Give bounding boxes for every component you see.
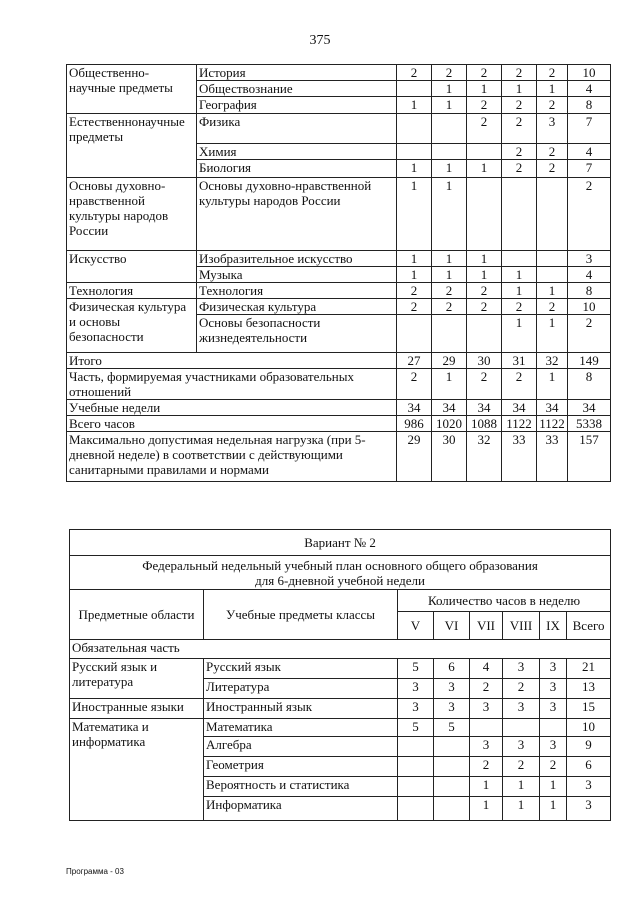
table-row bbox=[67, 251, 611, 267]
hours-cell: 9 bbox=[567, 737, 611, 757]
hours-cell: 2 bbox=[432, 65, 467, 81]
hours-cell: 1 bbox=[397, 160, 432, 178]
hours-cell bbox=[432, 114, 467, 144]
hours-cell: 2 bbox=[467, 97, 502, 114]
mandatory-part-label: Обязательная часть bbox=[70, 640, 611, 659]
hours-cell: 2 bbox=[537, 160, 568, 178]
summary-cell: 34 bbox=[537, 400, 568, 416]
hours-cell bbox=[467, 144, 502, 160]
hours-cell: 3 bbox=[540, 659, 567, 679]
grade-header: VII bbox=[470, 612, 503, 640]
hours-cell: 3 bbox=[540, 737, 567, 757]
summary-cell: 30 bbox=[467, 353, 502, 369]
subject-name: Математика bbox=[204, 719, 398, 737]
hours-cell: 2 bbox=[537, 299, 568, 315]
subject-name: Литература bbox=[204, 679, 398, 699]
hours-cell bbox=[467, 315, 502, 353]
hours-cell: 8 bbox=[568, 283, 611, 299]
hours-cell: 2 bbox=[432, 283, 467, 299]
grade-header: VI bbox=[434, 612, 470, 640]
hours-cell: 3 bbox=[567, 797, 611, 821]
subject-area: Основы духовно-нравственной культуры народов России bbox=[67, 178, 197, 251]
hours-cell bbox=[537, 178, 568, 251]
hours-cell: 6 bbox=[567, 757, 611, 777]
subject-name: Изобразительное искусство bbox=[197, 251, 397, 267]
hours-cell: 2 bbox=[397, 65, 432, 81]
subject-name: История bbox=[197, 65, 397, 81]
summary-row bbox=[67, 416, 611, 432]
hours-cell: 3 bbox=[540, 699, 567, 719]
summary-cell: 33 bbox=[502, 432, 537, 482]
grade-header: V bbox=[398, 612, 434, 640]
hours-cell: 10 bbox=[567, 719, 611, 737]
plan-title-line1: Федеральный недельный учебный план основного общего образования bbox=[142, 557, 538, 573]
hours-cell: 3 bbox=[434, 679, 470, 699]
hours-cell bbox=[537, 267, 568, 283]
summary-label: Максимально допустимая недельная нагрузка (при 5-дневной неделе) в соответствии с действующими санитарными правилами и нормами bbox=[67, 432, 397, 482]
subject-name: Геометрия bbox=[204, 757, 398, 777]
hours-cell bbox=[537, 251, 568, 267]
grade-header: VIII bbox=[503, 612, 540, 640]
summary-cell: 2 bbox=[397, 369, 432, 400]
hours-cell: 3 bbox=[503, 699, 540, 719]
subject-name: Иностранный язык bbox=[204, 699, 398, 719]
hours-cell bbox=[397, 144, 432, 160]
summary-cell: 33 bbox=[537, 432, 568, 482]
hours-cell: 1 bbox=[502, 81, 537, 97]
summary-label: Учебные недели bbox=[67, 400, 397, 416]
hours-cell: 1 bbox=[502, 267, 537, 283]
summary-cell: 1020 bbox=[432, 416, 467, 432]
footer-label: Программа - 03 bbox=[66, 867, 124, 876]
table-row bbox=[67, 299, 611, 315]
hours-cell: 2 bbox=[502, 299, 537, 315]
hours-cell bbox=[467, 178, 502, 251]
summary-cell: 29 bbox=[432, 353, 467, 369]
hours-cell: 5 bbox=[398, 719, 434, 737]
hours-cell bbox=[432, 315, 467, 353]
subject-name: География bbox=[197, 97, 397, 114]
subject-name: Физическая культура bbox=[197, 299, 397, 315]
subject-area: Иностранные языки bbox=[70, 699, 204, 719]
hours-cell: 1 bbox=[432, 81, 467, 97]
hours-cell: 1 bbox=[397, 267, 432, 283]
summary-cell: 34 bbox=[568, 400, 611, 416]
hours-cell bbox=[434, 777, 470, 797]
hours-cell: 2 bbox=[537, 65, 568, 81]
hours-cell: 1 bbox=[537, 283, 568, 299]
subject-area: Технология bbox=[67, 283, 197, 299]
hours-cell: 1 bbox=[470, 797, 503, 821]
hours-cell: 1 bbox=[432, 97, 467, 114]
table-row bbox=[67, 114, 611, 144]
summary-cell: 32 bbox=[467, 432, 502, 482]
hours-cell: 1 bbox=[467, 81, 502, 97]
grade-header: IX bbox=[540, 612, 567, 640]
hours-cell: 2 bbox=[502, 160, 537, 178]
hours-cell: 3 bbox=[568, 251, 611, 267]
hours-cell: 2 bbox=[502, 114, 537, 144]
summary-cell: 34 bbox=[467, 400, 502, 416]
hours-cell: 10 bbox=[568, 299, 611, 315]
hours-cell: 3 bbox=[567, 777, 611, 797]
hours-cell: 3 bbox=[470, 699, 503, 719]
hours-cell: 2 bbox=[397, 299, 432, 315]
hours-cell: 3 bbox=[398, 679, 434, 699]
plan-title-line2: для 6-дневной учебной недели bbox=[255, 572, 425, 588]
summary-row bbox=[67, 432, 611, 482]
subject-area: Русский язык и литература bbox=[70, 659, 204, 699]
subject-name: Основы духовно-нравственной культуры народов России bbox=[197, 178, 397, 251]
hours-cell: 1 bbox=[432, 251, 467, 267]
summary-cell: 31 bbox=[502, 353, 537, 369]
hours-cell bbox=[398, 797, 434, 821]
subject-name: Вероятность и статистика bbox=[204, 777, 398, 797]
hours-cell bbox=[397, 81, 432, 97]
grade-header: Всего bbox=[567, 612, 611, 640]
hours-cell bbox=[397, 114, 432, 144]
hours-cell: 2 bbox=[470, 757, 503, 777]
hours-cell: 8 bbox=[568, 97, 611, 114]
hours-cell bbox=[434, 757, 470, 777]
hours-cell: 4 bbox=[568, 144, 611, 160]
hours-cell: 15 bbox=[567, 699, 611, 719]
hours-cell bbox=[470, 719, 503, 737]
hours-cell: 3 bbox=[537, 114, 568, 144]
subject-area: Математика и информатика bbox=[70, 719, 204, 821]
hours-cell: 2 bbox=[502, 144, 537, 160]
summary-label: Итого bbox=[67, 353, 397, 369]
table-row bbox=[67, 283, 611, 299]
hours-cell: 2 bbox=[568, 178, 611, 251]
hours-cell bbox=[503, 719, 540, 737]
hours-cell: 2 bbox=[503, 757, 540, 777]
table-row bbox=[70, 699, 611, 719]
hours-cell: 4 bbox=[470, 659, 503, 679]
summary-cell: 30 bbox=[432, 432, 467, 482]
hours-cell: 1 bbox=[503, 797, 540, 821]
hours-cell: 1 bbox=[467, 267, 502, 283]
hours-cell bbox=[502, 251, 537, 267]
hours-cell: 2 bbox=[502, 65, 537, 81]
summary-row bbox=[67, 353, 611, 369]
hours-cell: 1 bbox=[537, 315, 568, 353]
hours-cell: 1 bbox=[432, 160, 467, 178]
hours-cell: 2 bbox=[540, 757, 567, 777]
summary-cell: 34 bbox=[502, 400, 537, 416]
hours-cell bbox=[434, 797, 470, 821]
hours-cell bbox=[398, 757, 434, 777]
summary-cell: 2 bbox=[502, 369, 537, 400]
hours-cell: 3 bbox=[398, 699, 434, 719]
hours-cell bbox=[540, 719, 567, 737]
hours-cell: 3 bbox=[434, 699, 470, 719]
summary-cell: 1122 bbox=[537, 416, 568, 432]
subject-name: Обществознание bbox=[197, 81, 397, 97]
summary-cell: 986 bbox=[397, 416, 432, 432]
hours-cell: 3 bbox=[540, 679, 567, 699]
hours-cell: 2 bbox=[467, 65, 502, 81]
summary-cell: 1 bbox=[432, 369, 467, 400]
subject-name: Музыка bbox=[197, 267, 397, 283]
hours-cell: 1 bbox=[540, 777, 567, 797]
hours-cell: 2 bbox=[467, 283, 502, 299]
hours-cell: 2 bbox=[503, 679, 540, 699]
hours-cell: 5 bbox=[434, 719, 470, 737]
subject-area: Искусство bbox=[67, 251, 197, 283]
summary-row bbox=[67, 400, 611, 416]
hours-cell: 6 bbox=[434, 659, 470, 679]
page-number: 375 bbox=[309, 33, 331, 48]
hours-cell: 1 bbox=[397, 97, 432, 114]
summary-cell: 8 bbox=[568, 369, 611, 400]
hours-cell: 3 bbox=[470, 737, 503, 757]
hours-cell: 2 bbox=[537, 144, 568, 160]
hours-cell bbox=[432, 144, 467, 160]
subject-name: Основы безопасности жизнедеятельности bbox=[197, 315, 397, 353]
subject-name: Русский язык bbox=[204, 659, 398, 679]
hours-cell: 1 bbox=[540, 797, 567, 821]
subject-area: Естественнонаучные предметы bbox=[67, 114, 197, 178]
hours-cell: 4 bbox=[568, 81, 611, 97]
summary-cell: 1088 bbox=[467, 416, 502, 432]
hours-cell: 1 bbox=[397, 178, 432, 251]
hours-cell bbox=[397, 315, 432, 353]
hours-cell bbox=[398, 737, 434, 757]
hours-cell: 1 bbox=[467, 251, 502, 267]
hours-cell: 2 bbox=[502, 97, 537, 114]
hours-cell: 7 bbox=[568, 160, 611, 178]
hours-cell: 1 bbox=[503, 777, 540, 797]
hours-cell: 3 bbox=[503, 659, 540, 679]
summary-cell: 34 bbox=[397, 400, 432, 416]
table-row bbox=[67, 65, 611, 81]
table-row bbox=[70, 659, 611, 679]
variant-title: Вариант № 2 bbox=[70, 530, 611, 556]
subject-name: Информатика bbox=[204, 797, 398, 821]
curriculum-table-continued bbox=[66, 64, 611, 482]
header-subjects: Учебные предметы классы bbox=[204, 590, 398, 640]
subject-area: Физическая культура и основы безопасности bbox=[67, 299, 197, 353]
hours-cell bbox=[434, 737, 470, 757]
summary-row bbox=[67, 369, 611, 400]
hours-cell: 2 bbox=[537, 97, 568, 114]
hours-cell: 3 bbox=[503, 737, 540, 757]
subject-name: Алгебра bbox=[204, 737, 398, 757]
subject-name: Химия bbox=[197, 144, 397, 160]
table-row bbox=[67, 178, 611, 251]
hours-cell: 1 bbox=[537, 81, 568, 97]
hours-cell bbox=[502, 178, 537, 251]
hours-cell: 2 bbox=[470, 679, 503, 699]
subject-area: Общественно-научные предметы bbox=[67, 65, 197, 114]
summary-label: Часть, формируемая участниками образовательных отношений bbox=[67, 369, 397, 400]
hours-cell: 1 bbox=[432, 267, 467, 283]
summary-cell: 34 bbox=[432, 400, 467, 416]
hours-cell: 21 bbox=[567, 659, 611, 679]
subject-name: Биология bbox=[197, 160, 397, 178]
summary-cell: 2 bbox=[467, 369, 502, 400]
plan-title bbox=[70, 556, 611, 590]
summary-cell: 149 bbox=[568, 353, 611, 369]
hours-cell: 2 bbox=[568, 315, 611, 353]
hours-cell: 13 bbox=[567, 679, 611, 699]
summary-cell: 1 bbox=[537, 369, 568, 400]
hours-cell: 2 bbox=[467, 299, 502, 315]
summary-cell: 1122 bbox=[502, 416, 537, 432]
hours-cell: 2 bbox=[432, 299, 467, 315]
header-hours-per-week: Количество часов в неделю bbox=[398, 590, 611, 612]
summary-cell: 29 bbox=[397, 432, 432, 482]
summary-cell: 32 bbox=[537, 353, 568, 369]
hours-cell: 2 bbox=[467, 114, 502, 144]
hours-cell: 1 bbox=[397, 251, 432, 267]
hours-cell: 10 bbox=[568, 65, 611, 81]
hours-cell: 4 bbox=[568, 267, 611, 283]
summary-cell: 157 bbox=[568, 432, 611, 482]
hours-cell: 1 bbox=[502, 315, 537, 353]
summary-cell: 27 bbox=[397, 353, 432, 369]
hours-cell: 1 bbox=[470, 777, 503, 797]
summary-label: Всего часов bbox=[67, 416, 397, 432]
summary-cell: 5338 bbox=[568, 416, 611, 432]
hours-cell: 7 bbox=[568, 114, 611, 144]
table-row bbox=[70, 719, 611, 737]
subject-name: Технология bbox=[197, 283, 397, 299]
hours-cell: 2 bbox=[397, 283, 432, 299]
hours-cell bbox=[398, 777, 434, 797]
hours-cell: 1 bbox=[432, 178, 467, 251]
variant-2-table bbox=[69, 529, 611, 821]
header-subject-area: Предметные области bbox=[70, 590, 204, 640]
hours-cell: 1 bbox=[467, 160, 502, 178]
hours-cell: 1 bbox=[502, 283, 537, 299]
hours-cell: 5 bbox=[398, 659, 434, 679]
subject-name: Физика bbox=[197, 114, 397, 144]
